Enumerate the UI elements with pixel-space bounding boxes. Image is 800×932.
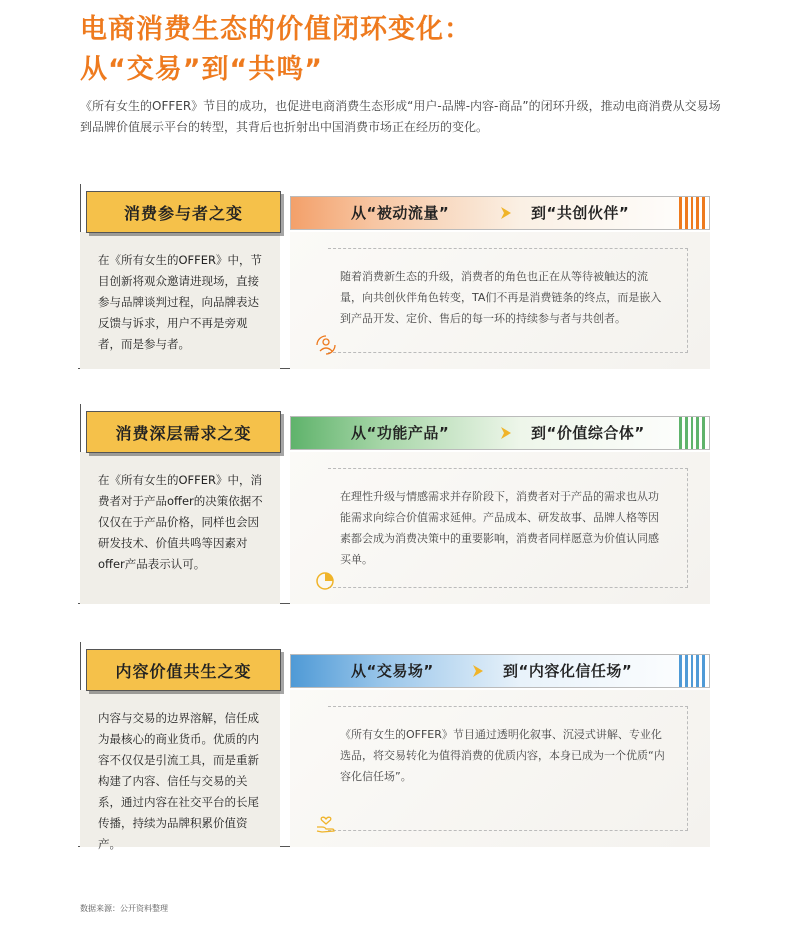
left-panel-text: 在《所有女生的OFFER》中，消费者对于产品offer的决策依据不仅仅在于产品价格，同样也会因研发技术、价值共鸣等因素对offer产品表示认可。 [98, 473, 263, 571]
people-cycle-icon [314, 333, 338, 357]
source-note: 数据来源：公开资料整理 [80, 904, 168, 913]
page-title [80, 10, 472, 90]
transition-banner [290, 654, 710, 688]
chevron-right-icon [471, 664, 485, 678]
right-panel [290, 452, 710, 604]
banner-from: 从“功能产品” [351, 424, 450, 442]
intro-paragraph: 《所有女生的OFFER》节目的成功，也促进电商消费生态形成“用户-品牌-内容-商品”的闭环升级，推动电商消费从交易场到品牌价值展示平台的转型，其背后也折射出中国消费市场正在经历的变化。 [80, 99, 721, 134]
left-panel-text: 在《所有女生的OFFER》中，节目创新将观众邀请进现场，直接参与品牌谈判过程，向品牌表达反馈与诉求，用户不再是旁观者，而是参与者。 [98, 253, 263, 351]
banner-to: 到“价值综合体” [531, 424, 645, 442]
chevron-right-icon [499, 206, 513, 220]
accent-stripes [679, 417, 705, 449]
accent-stripes [679, 197, 705, 229]
right-panel [290, 690, 710, 847]
section-content [78, 642, 710, 851]
right-panel-text: 在理性升级与情感需求并存阶段下，消费者对于产品的需求也从功能需求向综合价值需求延伸。产品成本、研发故事、品牌人格等因素都会成为消费决策中的重要影响，消费者同样愿意为价值认同感买单。 [340, 490, 659, 566]
accent-stripes [679, 655, 705, 687]
pie-chart-icon [314, 568, 338, 592]
banner-to: 到“内容化信任场” [503, 662, 633, 680]
hand-heart-icon [314, 811, 338, 835]
left-panel [80, 690, 280, 851]
section-label: 内容价值共生之变 [86, 649, 281, 691]
transition-banner [290, 196, 710, 230]
banner-from: 从“交易场” [351, 662, 434, 680]
section-label: 消费深层需求之变 [86, 411, 281, 453]
right-panel-text: 《所有女生的OFFER》节目通过透明化叙事、沉浸式讲解、专业化选品，将交易转化为值得消费的优质内容，本身已成为一个优质“内容化信任场”。 [340, 728, 665, 783]
left-panel [80, 452, 280, 604]
section-demand [78, 404, 710, 604]
section-label: 消费参与者之变 [86, 191, 281, 233]
title-line-2: 从“交易”到“共鸣” [80, 54, 323, 85]
chevron-right-icon [499, 426, 513, 440]
banner-from: 从“被动流量” [351, 204, 450, 222]
transition-banner [290, 416, 710, 450]
right-panel [290, 232, 710, 369]
section-participants [78, 184, 710, 369]
banner-to: 到“共创伙伴” [531, 204, 630, 222]
left-panel [80, 232, 280, 369]
right-panel-text: 随着消费新生态的升级，消费者的角色也正在从等待被触达的流量，向共创伙伴角色转变，TA们不再是消费链条的终点，而是嵌入到产品开发、定价、售后的每一环的持续参与者与共创者。 [340, 270, 662, 325]
title-line-1: 电商消费生态的价值闭环变化： [80, 14, 472, 45]
left-panel-text: 内容与交易的边界溶解，信任成为最核心的商业货币。优质的内容不仅仅是引流工具，而是重新构建了内容、信任与交易的关系，通过内容在社交平台的长尾传播，持续为品牌积累价值资产。 [98, 711, 259, 851]
